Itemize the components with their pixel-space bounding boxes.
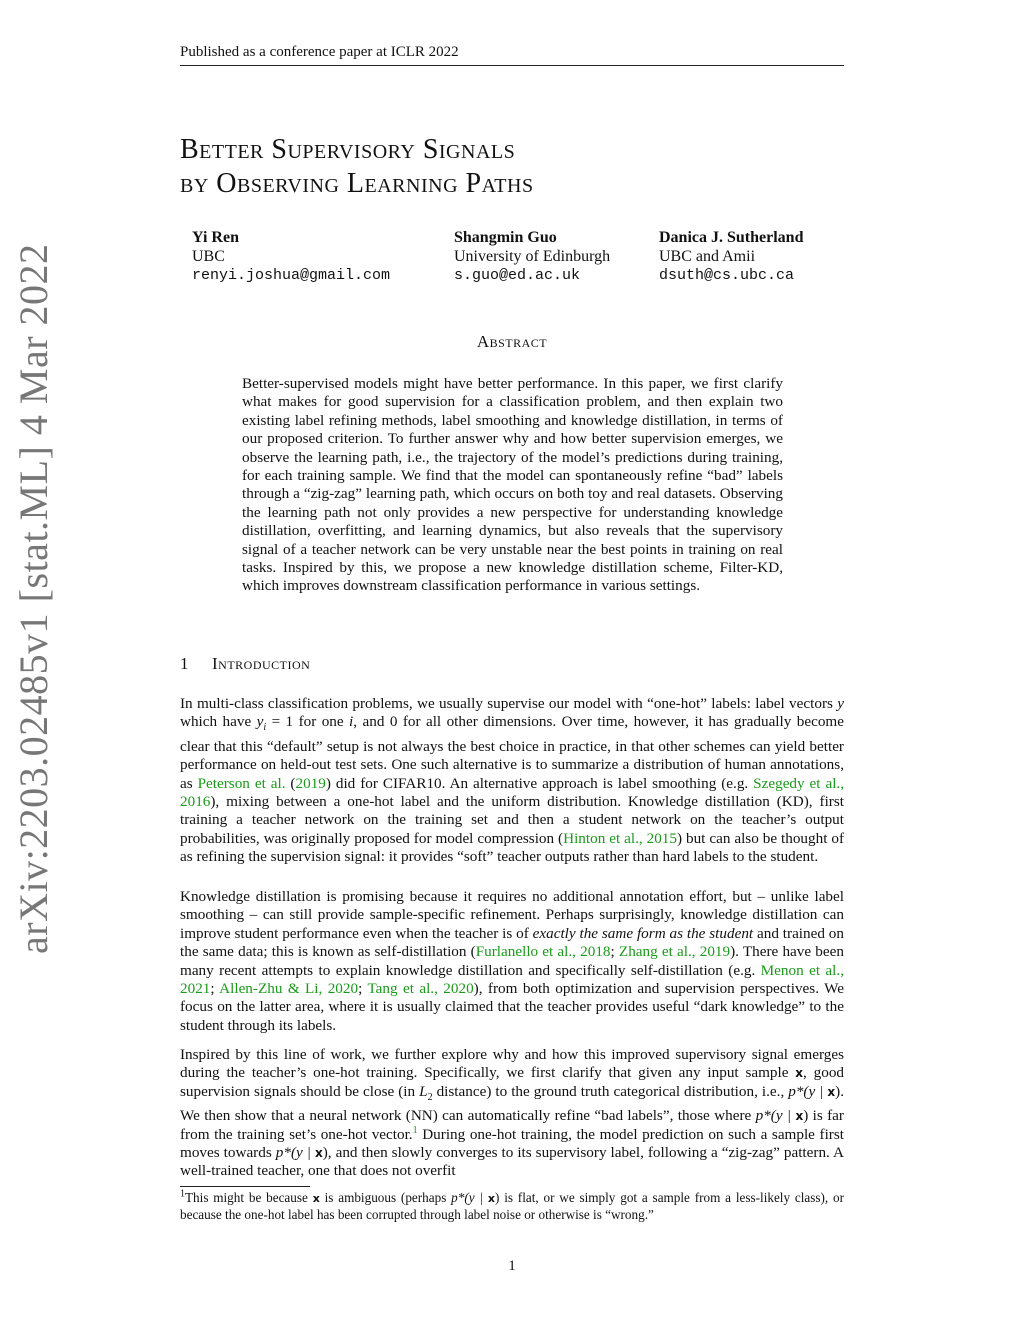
math-subscript: i [263,722,267,734]
math-paren: ) [494,1190,500,1205]
author-email[interactable]: s.guo@ed.ac.uk [454,267,581,284]
abstract-text: Better-supervised models might have better performance. In this paper, we first clarify what makes for good supervision for a classification problem, and then explain two existing label refining methods, label smoothing and knowledge distillation, in terms of our proposed criterion. To further answer why and how better supervision emerges, we observe the learning path, i.e., the trajectory of the model’s predictions during training, for each training sample. We find that the model can spontaneously refine “bad” labels through a “zig-zag” learning path, which occurs on both toy and real datasets. Observing the learning path not only provides a new perspective for understanding knowledge distillation, overfitting, and learning dynamics, but also reveals that the supervisory signal of a teacher network can be very unstable near the best points in training on real tasks. Inspired by this, we propose a new knowledge distillation scheme, Filter-KD, which improves downstream classification performance in various settings. [242,375,783,595]
title-line-2: by Observing Learning Paths [180,168,534,199]
math-yi: y [256,713,264,731]
paper-title [180,133,844,201]
citation-link[interactable]: Menon et al., 2021 [180,961,844,998]
author-3 [659,228,803,285]
author-1 [192,228,390,285]
text-run: and trained on the same data; this is known as self-distillation ( [180,924,844,961]
math-x: x [827,1084,836,1099]
author-name: Yi Ren [192,229,239,246]
running-header: Published as a conference paper at ICLR 2022 [180,44,844,66]
text-run: is far from the training set’s one-hot vector. [180,1107,844,1143]
author-name: Danica J. Sutherland [659,229,804,246]
text-run: Knowledge distillation is promising because it requires no additional annotation effort, but – unlike label smoothing – can still provide sample-specific refinement. Perhaps surprisingly, knowledge distillation can improve student performance even when the teacher is of [180,888,844,942]
text-run: distance) to the ground truth categorical distribution, i.e., [432,1082,789,1100]
text-run: ), from both optimization and supervision perspectives. We focus on the latter area, where it is usually claimed that the teacher provides useful “dark knowledge” to the student through its labels. [180,980,844,1034]
text-run: is ambiguous (perhaps [319,1190,452,1205]
section-heading [180,654,310,674]
author-affiliation: UBC and Amii [659,248,756,265]
citation-link[interactable]: Szegedy et al., 2016 [180,774,845,811]
text-run: ), mixing between a one-hot label and the uniform distribution. Knowledge distillation (KD), first training a teacher network on the training set and then a student network on the teacher’s output probabilities, was originally proposed for model compression ( [180,793,844,847]
text-run: ). There have been many recent attempts to explain knowledge distillation and specifically self-distillation (e.g. [180,943,844,979]
math-paren: ) [322,1144,328,1162]
footnote-rule [180,1186,310,1187]
section-number: 1 [180,654,189,673]
math-i: i [349,713,354,731]
author-2 [454,228,610,285]
text-run: . We then show that a neural network (NN) can automatically refine “bad labels”, those where [180,1082,844,1125]
citation-link[interactable]: 2019 [295,774,326,792]
citation-link[interactable]: Zhang et al., 2019 [618,943,731,961]
text-run: ) but can also be thought of as refining the supervision signal: it provides “soft” teacher outputs rather than hard labels to the student. [180,829,845,866]
author-affiliation: University of Edinburgh [454,248,611,265]
text-run: did for CIFAR10. An alternative approach is label smoothing (e.g. [330,774,754,792]
page-number: 1 [508,1258,516,1274]
separator: ; [358,980,368,998]
intro-paragraph-1: In multi-class classification problems, we usually supervise our model with “one-hot” labels: label vectors y which have $y_i = 1$ for one i, and 0 for all other dimensions. Over time, however, it has gradually become clear that this “default” setup is not always the best choice in practice, in that other schemes can yield better performance on held-out test sets. One such alternative is to summarize a distribution of human annotations, as Peterson et al. (2019) did for CIFAR10. An alternative approach is label smoothing (e.g. Szegedy et al., 2016), mixing between a one-hot label and the uniform distribution. Knowledge distillation (KD), first training a teacher network on the training set and then a student network on the teacher’s output probabilities, was originally proposed for model compression (Hinton et al., 2015) but can also be thought of as refining the supervision signal: it provides “soft” teacher outputs rather than hard labels to the student. [180,695,845,866]
math-pstar: p*(y | [275,1144,315,1162]
citation-link[interactable]: Furlanello et al., 2018 [475,943,611,961]
citation-link[interactable]: Peterson et al. [197,774,286,792]
math-subscript: 2 [427,1091,433,1103]
citation-link[interactable]: Tang et al., 2020 [367,980,474,998]
separator: ; [610,943,619,961]
footnote [180,1190,844,1223]
math-x: x [795,1066,804,1081]
math-pstar: p*(y | [788,1082,828,1100]
text-run: which have [180,713,257,731]
math-x: x [312,1192,320,1205]
title-line-1: Better Supervisory Signals [180,134,516,165]
text-run: This might be because [185,1190,313,1205]
intro-paragraph-2 [180,888,844,1035]
math-pstar: p*(y | [451,1190,488,1205]
author-email[interactable]: dsuth@cs.ubc.ca [659,267,795,284]
math-x: x [314,1146,323,1161]
author-name: Shangmin Guo [454,229,557,246]
abstract-heading: Abstract [476,332,548,351]
author-email[interactable]: renyi.joshua@gmail.com [192,267,391,284]
citation-link[interactable]: Hinton et al., 2015 [563,829,677,847]
math-y: y [837,695,844,712]
intro-paragraph-3 [180,1046,844,1181]
text-run: , and 0 for all other dimensions. Over time, however, it has gradually become clear that this “default” setup is not always the best choice in practice, in that other schemes can yield better performance on held-out test sets. One such alternative is to summarize a distribution of human annotations, as [180,713,844,792]
arxiv-stamp: arXiv:2203.02485v1 [stat.ML] 4 Mar 2022 [11,243,56,954]
text-run: for one [293,713,350,731]
footnote-link[interactable]: 1 [412,1124,418,1136]
text-run: Inspired by this line of work, we further explore why and how this improved supervisory signal emerges during the teacher’s one-hot training. Specifically, we first clarify that given any input sample [180,1046,844,1082]
math-L: L [419,1082,428,1100]
emphasis: exactly the same form as the student [532,924,754,942]
math-x: x [795,1109,804,1124]
text-run: is flat, or we simply got a sample from a less-likely class), or because the one-hot label has been corrupted through label noise or otherwise is “wrong.” [180,1190,845,1222]
text-run: In multi-class classification problems, we usually supervise our model with “one-hot” labels: label vectors [180,695,838,712]
separator: ; [210,980,220,998]
math-paren: ) [835,1082,841,1100]
math-pstar: p*(y | [755,1107,796,1125]
text-run: , good supervision signals should be close (in [180,1064,845,1100]
section-title: Introduction [212,654,311,673]
citation-link[interactable]: Allen-Zhu & Li, 2020 [219,980,359,998]
math-eq: = 1 [266,713,294,731]
text-run: , and then slowly converges to its supervisory label, following a “zig-zag” pattern. A well-trained teacher, one that does not overfit [180,1144,844,1180]
math-x: x [487,1192,495,1205]
author-affiliation: UBC [192,248,225,265]
footnote-mark: 1 [180,1188,185,1200]
math-paren: ) [803,1107,809,1125]
text-run: During one-hot training, the model prediction on such a sample first moves towards [180,1125,844,1162]
